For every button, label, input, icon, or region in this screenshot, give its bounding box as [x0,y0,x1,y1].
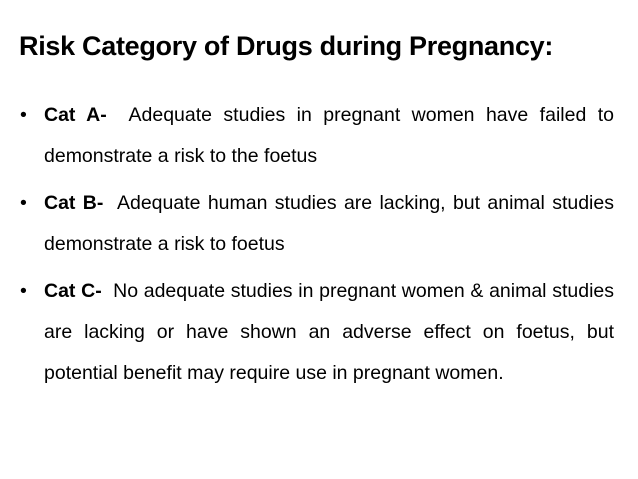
slide-title: Risk Category of Drugs during Pregnancy: [19,31,554,61]
category-label: Cat B- [44,192,111,214]
list-item-cat-a [20,95,614,177]
bullet-icon: • [20,192,27,214]
category-description: Adequate human studies are lacking, but animal studies demonstrate a risk to foetus [44,192,614,255]
bullet-list [20,95,614,400]
bullet-icon: • [20,280,27,302]
category-label: Cat C- [44,280,108,302]
category-description: Adequate studies in pregnant women have failed to demonstrate a risk to the foetus [44,104,614,167]
list-item-cat-c [20,271,614,394]
category-label: Cat A- [44,104,119,126]
bullet-icon: • [20,104,27,126]
list-item-cat-b [20,183,614,265]
category-description: No adequate studies in pregnant women & animal studies are lacking or have shown an adverse effect on foetus, but potential benefit may require use in pregnant women. [44,280,614,384]
